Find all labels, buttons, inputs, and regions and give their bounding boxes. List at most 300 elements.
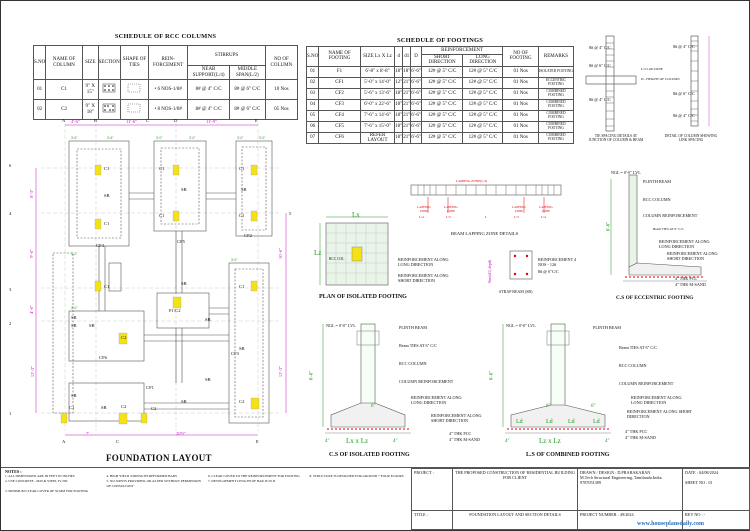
height-label: D - HEIGHT OF COLUMN: [641, 77, 680, 81]
cell-remarks: COMBINED FOOTING: [538, 99, 573, 110]
strap-stirrup-label: 8# @ 6"C/C: [538, 269, 559, 274]
rcc-col-label: RCC COL: [329, 257, 345, 261]
ecc-pcc: 4" THK PCC: [675, 276, 698, 281]
grid-row-label: 1: [9, 411, 12, 416]
comb-d4a: 4": [505, 439, 510, 444]
drawn-label: DRAWN / DESIGN :: [580, 470, 617, 475]
strap-beam-label: SB: [181, 281, 187, 286]
cell-nos: 01 Nos: [503, 99, 539, 110]
cell-sno: 07: [307, 132, 319, 144]
cell-nos: 01 Nos: [503, 121, 539, 132]
footing-outline: [331, 403, 405, 427]
cell-nos: 01 Nos: [503, 88, 539, 99]
table-row: [307, 121, 574, 132]
ecc-col-reinf: COLUMN REINFORCEMENT: [643, 213, 698, 218]
notes-block: [5, 469, 405, 493]
comb-dim: 6'-6": [489, 370, 495, 381]
grid-label: C: [116, 439, 120, 444]
th-short: SHORT DIRECTION: [421, 55, 463, 67]
cell-d: 18": [395, 66, 403, 77]
cell-nos: 01 Nos: [503, 66, 539, 77]
dim-top: 11'-6": [126, 119, 137, 124]
cell-d1: 18": [403, 66, 411, 77]
cell: C1: [46, 80, 83, 100]
column-outline: [606, 36, 614, 131]
grid-label: D: [174, 118, 178, 123]
project-label: PROJECT :: [412, 469, 453, 511]
cell-long: 12# @ 5" C/C: [463, 99, 503, 110]
cell-name: F1: [319, 66, 361, 77]
grid-label: E: [255, 118, 258, 123]
cell-name: CF2: [319, 88, 361, 99]
th-size: SIZE: [82, 46, 98, 80]
column-label: C1: [239, 213, 245, 218]
column-mark: [119, 413, 127, 424]
cell-size: 7'-6" x 14'-6": [360, 110, 394, 121]
cell-size: 7'-6" x 15'-0": [360, 121, 394, 132]
tie-label-a2: 8# @ 4" C/C: [589, 97, 611, 102]
cell-name: CF3: [319, 99, 361, 110]
cell: 10 Nos: [265, 80, 297, 100]
lapping-title: BEAM LAPPING ZONE DETAILS: [451, 231, 519, 236]
ecc-short: REINFORCEMENT ALONG SHORT DIRECTION: [667, 251, 718, 261]
drawn-cell: [578, 469, 683, 511]
column-label: C1: [159, 213, 165, 218]
comb-ld-d: Ld: [593, 419, 600, 425]
lap-zone-label: LAPPING ZONE: [417, 205, 431, 213]
projno-value: 49/2024: [619, 512, 634, 518]
cell-size: REFER LAYOUT: [360, 132, 394, 144]
ecc-beam-ties: Beam TIES AT 6" C/C: [653, 227, 684, 231]
cell-d1: 21": [403, 99, 411, 110]
cell-long: 12# @ 5" C/C: [463, 77, 503, 88]
th-d: d: [395, 47, 403, 67]
column-mark: [61, 413, 67, 423]
comb-beam-ties: Beam TIES AT 6" C/C: [619, 345, 658, 350]
cell: 02: [34, 100, 46, 120]
dim-right: 12'-3": [278, 365, 284, 378]
footing-table: [306, 46, 574, 144]
iso-pcc: 4" THK PCC: [449, 431, 472, 436]
cell-name: CF1: [319, 77, 361, 88]
rev-value: -: [703, 512, 706, 518]
column-mark: [251, 398, 259, 409]
cell-d1: 21": [403, 132, 411, 144]
column-label: C2: [151, 406, 157, 411]
iso-long: REINFORCEMENT ALONG LONG DIRECTION: [411, 395, 462, 405]
projno-label: PROJECT NUMBER :: [580, 512, 619, 518]
comb-ld-a: Ld: [516, 419, 523, 425]
strap-beam-label: SB: [239, 346, 245, 351]
combined-section-title: L.S OF COMBINED FOOTING: [526, 452, 610, 458]
column-mark: [141, 413, 147, 423]
svg-text:3'-0": 3'-0": [156, 136, 163, 140]
cell-nos: 01 Nos: [503, 77, 539, 88]
note-item: 5. NO JOINTS PROVIDED, OR AS PER WITHOUT PERMISSION OF CONSULTANT: [106, 479, 201, 488]
grid-row-label: 3: [9, 287, 12, 292]
footing-cf4: [69, 141, 129, 246]
beam-outline: [586, 76, 636, 84]
cell-short: 12# @ 5" C/C: [421, 99, 463, 110]
svg-text:3'-0": 3'-0": [231, 258, 238, 262]
cell: 05 Nos: [265, 100, 297, 120]
eccentric-footing-section: [601, 167, 741, 297]
cell-d1: 21": [403, 110, 411, 121]
table-row: [307, 110, 574, 121]
date-value: 04/08/2024: [698, 470, 719, 475]
cell-size: 5'-6" x 13'-6": [360, 88, 394, 99]
cell-d: 18": [395, 110, 403, 121]
strap-beam-label: SB: [71, 323, 77, 328]
column-label: C1: [69, 405, 75, 410]
eccentric-title: C.S OF ECCENTRIC FOOTING: [616, 295, 694, 301]
ecc-dim: 6'-6": [606, 221, 612, 232]
cell-remarks: COMBINED FOOTING: [538, 132, 573, 144]
short-reinf-label: REINFORCEMENT ALONG SHORT DIRECTION: [398, 273, 449, 283]
cell-long: 12# @ 5" C/C: [463, 121, 503, 132]
note-item: 1. ALL DIMENSIONS ARE IN FEET IN INCHES: [5, 474, 75, 478]
th-shape: SHAPE OF TIES: [120, 46, 148, 80]
cell-D: 6'-6": [411, 99, 422, 110]
title-label: TITLE :: [412, 511, 453, 530]
cell-size: 6'-8" x 8'-8": [360, 66, 394, 77]
cell-sno: 04: [307, 99, 319, 110]
cell-D: 6'-6": [411, 88, 422, 99]
iso-beam-ties: Beam TIES AT 6" C/C: [399, 343, 438, 348]
column-mark: [95, 219, 101, 229]
cell-d: 18": [395, 99, 403, 110]
th-name: NAME OF FOOTING: [319, 47, 361, 67]
cell-d: 18": [395, 132, 403, 144]
comb-d6b: 6": [591, 404, 596, 409]
column-label: C2: [121, 335, 127, 340]
grid-label: C: [146, 118, 150, 123]
svg-text:3'-0": 3'-0": [237, 136, 244, 140]
lap-zone-label: L/3 LAP ZONE: [641, 67, 663, 71]
cell-D: 6'-6": [411, 121, 422, 132]
column-mark: [251, 165, 257, 175]
column-label: C2: [239, 399, 245, 404]
notes-title: NOTES :: [5, 469, 22, 474]
title-value: FOUNDATION LAYOUT AND SECTION DETAILS: [453, 511, 578, 530]
cell-short: 12# @ 5" C/C: [421, 110, 463, 121]
th-nos: NO OF COLUMN: [265, 46, 297, 80]
comb-d4b: 4": [605, 439, 610, 444]
cell-remarks: ISOLATED FOOTING: [538, 66, 573, 77]
dim-left: 4'-6": [28, 305, 34, 314]
grid-row-label: 4: [9, 211, 12, 216]
comb-ld-b: Ld: [546, 419, 553, 425]
dim-top: 4'-6": [71, 119, 80, 124]
cell: 8# @ 6" C/C: [229, 80, 265, 100]
sheet-value: 01: [708, 480, 713, 485]
iso-plinth: PLINTH BEAM: [399, 325, 428, 330]
note-item: 7. DEVELOPMENT LENGTH OF BAR IS 50 D: [208, 479, 276, 484]
comb-lxlz: Lz x Lz: [539, 437, 561, 445]
cell-sno: 06: [307, 121, 319, 132]
date-label: DATE :: [685, 470, 698, 475]
dim-bottom: 7': [86, 431, 90, 436]
rev-label: REV NO :: [685, 512, 703, 518]
dim-left: 12'-3": [30, 365, 36, 378]
th-name: NAME OF COLUMN: [46, 46, 83, 80]
long-reinf-label: REINFORCEMENT ALONG LONG DIRECTION: [398, 257, 449, 267]
th-long: LONG DIRECTION: [463, 55, 503, 67]
cell-d1: 21": [403, 88, 411, 99]
l-label: L/3: [514, 215, 519, 219]
link-spacing-title: DETAIL OF COLUMN SHOWING LINK SPACING: [664, 134, 718, 142]
column-mark: [352, 247, 362, 261]
cell-long: 12# @ 5" C/C: [463, 66, 503, 77]
strap-beam-label: SB: [71, 315, 77, 320]
cell: • 8 NOS-1/8#: [149, 100, 188, 120]
grid-label: B: [94, 118, 98, 123]
iso-ngl: NGL = 0'-0" LVL: [326, 323, 356, 328]
cell-size: 5'-0" x 14'-0": [360, 77, 394, 88]
cell-remarks: COMBINED FOOTING: [538, 121, 573, 132]
footing-tag: SB: [205, 377, 211, 382]
comb-col-reinf: COLUMN REINFORCEMENT: [619, 381, 674, 386]
footing-schedule-title: SCHEDULE OF FOOTINGS: [396, 37, 484, 44]
column-mark: [173, 165, 179, 175]
cell-d1: 21": [403, 77, 411, 88]
cell-d: 18": [395, 88, 403, 99]
cell-D: 6'-6": [411, 66, 422, 77]
iso-short: REINFORCEMENT ALONG SHORT DIRECTION: [431, 413, 482, 423]
strap-beam-label: SB: [241, 187, 247, 192]
cell-sno: 03: [307, 88, 319, 99]
table-row: [307, 77, 574, 88]
tie-label-a: 8# @ 4" C/C: [589, 45, 611, 50]
strap-beam-label: SB: [181, 399, 187, 404]
th-size: SIZE Lx X Lz: [360, 47, 394, 67]
grid-label: E: [256, 439, 259, 444]
th-near: NEAR SUPPORT(L/4): [188, 66, 230, 80]
th-middle: MIDDLE SPAN(L/2): [229, 66, 265, 80]
footing-tag: CF4: [96, 243, 104, 248]
cell-d: 12": [395, 77, 403, 88]
iso-msand: 4" THK M-SAND: [449, 437, 480, 442]
footing-tag: CF6: [99, 355, 107, 360]
project-value: THE PROPOSED CONSTRUCTION OF RESIDENTIAL BUILDING FOR CLIENT: [453, 469, 578, 511]
l-label: L: [485, 215, 488, 219]
rcc-schedule-title: SCHEDULE OF RCC COLUMNS: [114, 33, 217, 40]
svg-text:3'-0": 3'-0": [71, 306, 78, 310]
cell-short: 12# @ 5" C/C: [421, 132, 463, 144]
ecc-plinth: PLINTH BEAM: [643, 179, 672, 184]
lap-zone-label: LAPPING ZONE: [512, 205, 526, 213]
isolated-plan-drawing: [316, 211, 404, 293]
footing-outline: [629, 263, 701, 275]
cell-name: CF6: [319, 132, 361, 144]
cell-sno: 02: [307, 77, 319, 88]
column-mark: [251, 211, 257, 221]
table-row: [307, 132, 574, 144]
cell-long: 12# @ 5" C/C: [463, 88, 503, 99]
dim-left: 8'-3": [28, 189, 34, 198]
grid-label: A: [62, 118, 66, 123]
cell: C2: [46, 100, 83, 120]
dim-left: 9'-6": [28, 249, 34, 258]
link-label-b: 8# @ 6" C/C: [673, 91, 695, 96]
dim-right: 10'-6": [278, 247, 284, 260]
beam-lapping-drawing: [406, 177, 566, 227]
comb-msand: 4" THK M-SAND: [625, 435, 656, 440]
cell-d: 18": [395, 121, 403, 132]
footing-tag: CF1: [146, 385, 154, 390]
date-cell: [683, 469, 750, 511]
cell: 8# @ 6" C/C: [229, 100, 265, 120]
cell: 8# @ 4" C/C: [188, 80, 230, 100]
drawn-value: D.PRABAKARAN: [617, 470, 651, 475]
l-label: L/3: [446, 215, 451, 219]
strap-beam-label: SB: [104, 193, 110, 198]
column-label: C2: [121, 404, 127, 409]
footing-tag: SB: [205, 317, 211, 322]
link-label-a: 8# @ 4" C/C: [673, 44, 695, 49]
comb-short: REINFORCEMENT ALONG SHORT DIRECTION: [627, 409, 692, 419]
cell-nos: 01 Nos: [503, 110, 539, 121]
l-label: L/4: [541, 215, 546, 219]
column-label: C1: [104, 166, 110, 171]
ecc-long: REINFORCEMENT ALONG LONG DIRECTION: [659, 239, 710, 249]
cell: 8# @ 4" C/C: [188, 100, 230, 120]
cell-short: 12# @ 5" C/C: [421, 77, 463, 88]
footing-cf6: [69, 311, 144, 361]
column-label: C1: [104, 284, 110, 289]
cell-D: 6'-6": [411, 77, 422, 88]
tie-spacing-title: TIE SPACING DETAILS AT JUNCTION OF COLUMN & BEAM: [588, 134, 644, 142]
grid-row-label: 5: [289, 211, 292, 216]
isolated-plan-title: PLAN OF ISOLATED FOOTING: [319, 294, 407, 300]
note-item: 4. HIGH YIELD STRENGTH DEFORMED BARS: [106, 474, 178, 478]
grid-row-label: 2: [9, 321, 12, 326]
cell-nos: 01 Nos: [503, 132, 539, 144]
cell-short: 12# @ 5" C/C: [421, 88, 463, 99]
link-label-c: 8# @ 4" C/C: [673, 113, 695, 118]
cell-short: 12# @ 5" C/C: [421, 121, 463, 132]
th-sno: S.NO: [307, 47, 319, 67]
cell-sno: 05: [307, 110, 319, 121]
table-row: [307, 88, 574, 99]
cell-remarks: COMBINED FOOTING: [538, 88, 573, 99]
iso-d6: 6": [371, 404, 376, 409]
strap-beam-title: STRAP BEAM (SB): [499, 289, 533, 294]
footing-tag: CF2: [244, 233, 252, 238]
cell-D: 6'-6": [411, 110, 422, 121]
grid-label: A: [62, 439, 66, 444]
cell-long: 12# @ 5" C/C: [463, 132, 503, 144]
strap-beam-label: SB: [71, 393, 77, 398]
iso-d4b: 4": [393, 439, 398, 444]
note-item: 8. STRUCTURE IS DESIGNED FOR GROUND + FOUR FLOORS: [309, 474, 404, 478]
footing-tag: CF3: [231, 351, 239, 356]
cell-D: 6'-6": [411, 132, 422, 144]
ecc-msand: 4" THK M-SAND: [675, 282, 706, 287]
strap-depth-label: 9inc(d1) depth: [487, 259, 493, 284]
cell: 01: [34, 80, 46, 100]
comb-rcc: RCC COLUMN: [619, 363, 647, 368]
lap-top-label: LAPPING ZONE(L/3): [456, 179, 488, 183]
column-mark: [95, 165, 101, 175]
th-stirrups: STIRRUPS: [188, 46, 266, 66]
qualification: M.Tech Structural Engineering, Tamilnadu.India. 9787051389: [580, 475, 663, 485]
svg-text:3'-0": 3'-0": [71, 252, 78, 256]
cell-remarks: COMBINED FOOTING: [538, 110, 573, 121]
grid-row-label: 6: [9, 163, 12, 168]
th-d1: d1: [403, 47, 411, 67]
comb-ld-c: Ld: [568, 419, 575, 425]
column-mark: [251, 281, 257, 291]
iso-dim: 6'-6": [309, 370, 315, 381]
column-outline: [629, 175, 637, 267]
table-row: [34, 80, 298, 100]
note-item: 6. CLEAR COVER TO THE REINFORCEMENT FOR FOOTING: [208, 474, 300, 478]
column-mark: [173, 297, 181, 308]
column-label: C1: [104, 221, 110, 226]
cell: 9" X 15": [82, 80, 98, 100]
ecc-rcc: RCC COLUMN: [643, 197, 671, 202]
ties-sketch: [120, 80, 148, 100]
comb-plinth: PLINTH BEAM: [593, 325, 622, 330]
foundation-layout-plan: [11, 113, 296, 443]
th-D: D: [411, 47, 422, 67]
cell-remarks: ECCENTRIC FOOTING: [538, 77, 573, 88]
th-section: SECTION: [98, 46, 120, 80]
cell-d1: 21": [403, 121, 411, 132]
column-mark: [173, 211, 179, 221]
sheet-label: SHEET NO :: [685, 480, 708, 485]
watermark: www.houseplansdaily.com: [637, 521, 705, 527]
footing-cf1: [69, 383, 144, 421]
comb-ngl: NGL = 0'-0" LVL: [506, 323, 536, 328]
strap-reinf-label: REINFORCEMENT 4 NOS - 12#: [538, 257, 577, 267]
cell-long: 12# @ 5" C/C: [463, 110, 503, 121]
cell-name: CF5: [319, 121, 361, 132]
column-label: C1: [159, 166, 165, 171]
comb-pcc: 4" THK PCC: [625, 429, 648, 434]
iso-rcc: RCC COLUMN: [399, 361, 427, 366]
footing-tag: CF5: [177, 239, 185, 244]
strap-beam-label: SB: [89, 323, 95, 328]
iso-col-reinf: COLUMN REINFORCEMENT: [399, 379, 454, 384]
table-row: [307, 99, 574, 110]
rcc-column-table: [33, 45, 298, 120]
cell-sno: 01: [307, 66, 319, 77]
note-item: 3. MINIMUM CLEAR COVER OF 50 MM FOR FOOTING: [5, 488, 89, 493]
column-mark: [95, 281, 101, 291]
iso-d4a: 4": [325, 439, 330, 444]
ecc-ngl: NGL = 0'-0" LVL: [611, 170, 641, 175]
th-reinf: REINFORCEMENT: [421, 47, 502, 55]
dim-bottom: 20'9": [176, 431, 186, 436]
lz-label: Lz: [314, 249, 322, 257]
column-label: C1: [239, 166, 245, 171]
strap-beam-label: SB: [181, 187, 187, 192]
dim-top: 11'-9": [206, 119, 217, 124]
th-sno: S.NO: [34, 46, 46, 80]
beam-outline: [510, 251, 532, 279]
lap-zone-label: LAPPING ZONE: [444, 205, 458, 213]
svg-text:3'-6": 3'-6": [107, 136, 114, 140]
tie-label-b: 8# @ 6" C/C: [589, 63, 611, 68]
lap-zone-label: LAPPING ZONE: [539, 205, 553, 213]
footing-f1: [157, 293, 209, 328]
cell-short: 12# @ 5" C/C: [421, 66, 463, 77]
comb-long: REINFORCEMENT ALONG LONG DIRECTION: [631, 395, 682, 405]
th-remarks: REMARKS: [538, 47, 573, 67]
svg-text:3'-6": 3'-6": [71, 136, 78, 140]
